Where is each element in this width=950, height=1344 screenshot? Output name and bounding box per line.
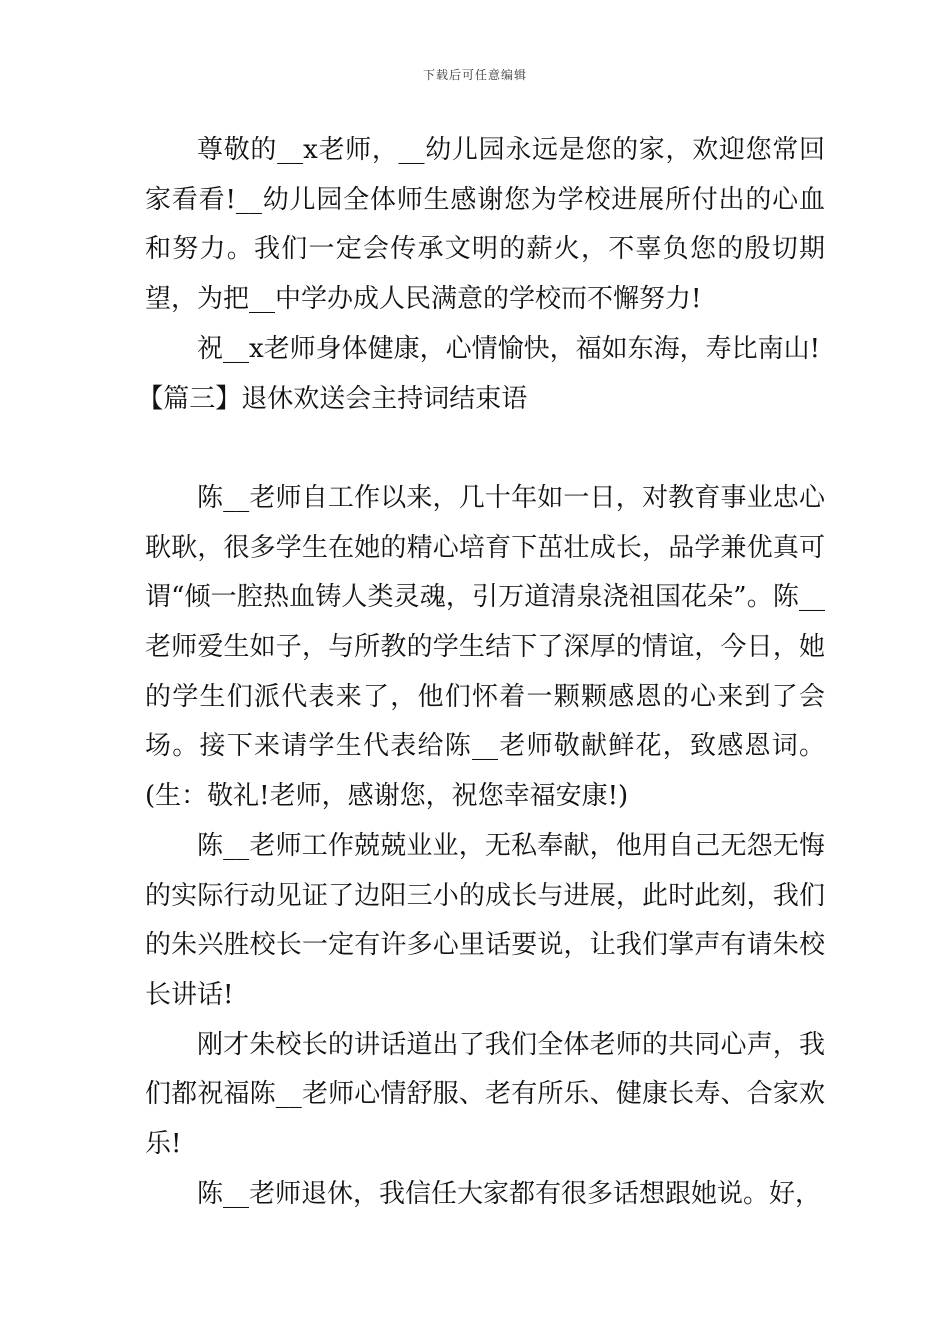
document-body xyxy=(137,126,825,1219)
section-heading: 【篇三】退休欢送会主持词结束语 xyxy=(137,383,528,414)
paragraph-closing: 陈__老师退休，我信任大家都有很多话想跟她说。好， xyxy=(197,1178,822,1209)
paragraph-farewell-wish: 尊敬的__x老师，__幼儿园永远是您的家，欢迎您常回家看看!__幼儿园全体师生感谢您为学校进展所付出的心血和努力。我们一定会传承文明的薪火，不辜负您的殷切期望，为把__中学办成人民满意的学校而不懈努力! xyxy=(145,135,825,315)
blank-line xyxy=(145,424,825,474)
paragraph-common-voice: 刚才朱校长的讲话道出了我们全体老师的共同心声，我们都祝福陈__老师心情舒服、老有所乐、健康长寿、合家欢乐! xyxy=(145,1029,825,1160)
paragraph-principal-intro: 陈__老师工作兢兢业业，无私奉献，他用自己无怨无悔的实际行动见证了边阳三小的成长与进展，此时此刻，我们的朱兴胜校长一定有许多心里话要说，让我们掌声有请朱校长讲话! xyxy=(145,830,825,1010)
paragraph-teacher-tribute: 陈__老师自工作以来，几十年如一日，对教育事业忠心耿耿，很多学生在她的精心培育下茁壮成长，品学兼优真可谓“倾一腔热血铸人类灵魂，引万道清泉浇祖国花朵”。陈__老师爱生如子，与所教的学生结下了深厚的情谊，今日，她的学生们派代表来了，他们怀着一颗颗感恩的心来到了会场。接下来请学生代表给陈__老师敬献鲜花，致感恩词。(生：敬礼!老师，感谢您，祝您幸福安康!) xyxy=(145,482,825,812)
page-header: 下载后可任意编辑 xyxy=(422,68,527,82)
paragraph-blessing: 祝__x老师身体健康，心情愉快，福如东海，寿比南山! xyxy=(197,333,821,364)
